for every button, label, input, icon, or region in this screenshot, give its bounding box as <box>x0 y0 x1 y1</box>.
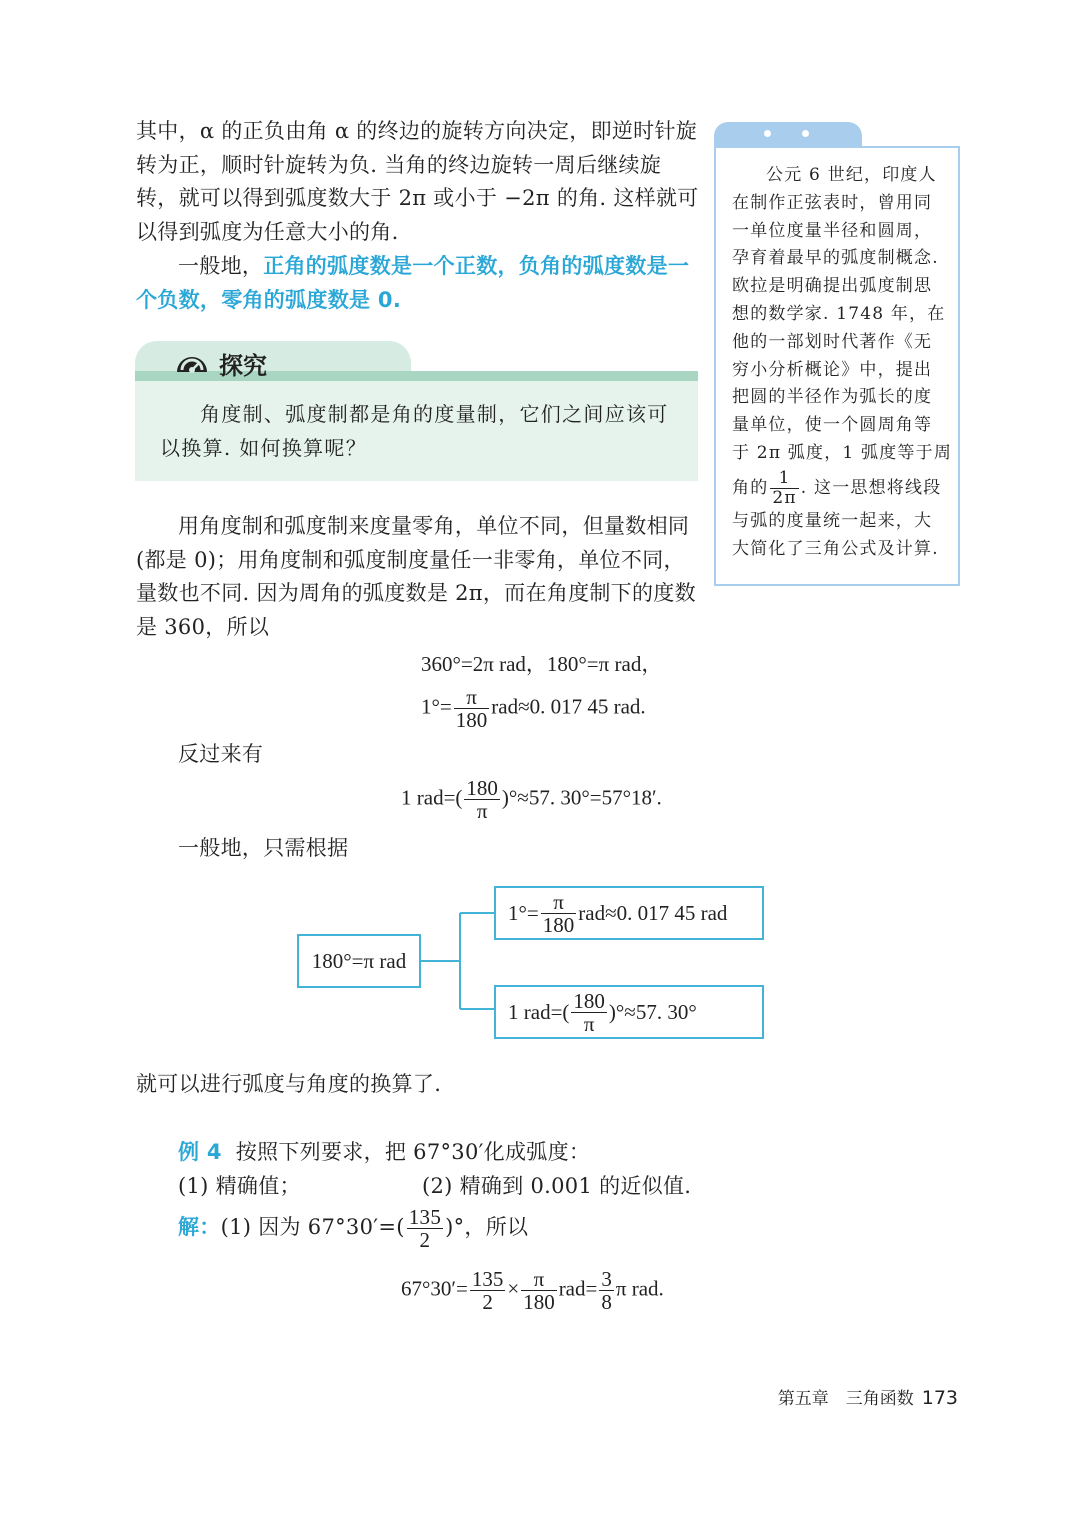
sidebar-line: 想的数学家. 1748 年，在 <box>732 303 946 324</box>
general-highlight: 个负数，零角的弧度数是 0. <box>136 287 402 312</box>
general-highlight: 正角的弧度数是一个正数，负角的弧度数是一 <box>263 254 690 278</box>
numerator: π <box>541 891 577 914</box>
fraction <box>571 990 607 1035</box>
text-line: 以得到弧度为任意大小的角. <box>136 219 399 244</box>
eq-part: 1°= <box>508 900 539 925</box>
eq-part: 1 rad=( <box>508 999 570 1024</box>
solution-line <box>178 1206 528 1251</box>
fraction <box>521 1268 557 1313</box>
fraction <box>454 686 490 731</box>
text-line: 以换算. 如何换算呢？ <box>160 435 368 460</box>
sidebar-line: 在制作正弦表时，曾用同 <box>732 192 933 213</box>
numerator: 3 <box>601 1267 612 1291</box>
denominator: 8 <box>601 1290 612 1314</box>
diagram-bottom-box <box>494 985 764 1039</box>
text-line: 转为正，顺时针旋转为负. 当角的终边旋转一周后继续旋 <box>136 152 662 177</box>
text-line: (都是 0)；用角度制和弧度制度量任一非零角，单位不同， <box>136 547 685 572</box>
eq-part: )°，所以 <box>445 1215 529 1239</box>
sidebar-line: 孕育着最早的弧度制概念. <box>732 248 939 269</box>
numerator: 180 <box>466 776 498 800</box>
eq-part: rad= <box>558 1276 598 1301</box>
equation-3 <box>401 777 662 822</box>
sidebar-fraction-line <box>732 468 946 508</box>
numerator: π <box>454 686 490 709</box>
sidebar-line: 一单位度量半径和圆周， <box>732 220 933 241</box>
example-part-2: (2) 精确到 0.001 的近似值. <box>422 1174 692 1198</box>
eq-part: 1°= <box>421 694 452 719</box>
explore-icon <box>174 348 210 376</box>
eq-part: π rad. <box>615 1276 664 1301</box>
equation-1: 360°=2π rad，180°=π rad， <box>421 652 663 676</box>
fraction <box>770 469 798 508</box>
fraction <box>599 1268 614 1313</box>
numerator: 135 <box>408 1205 442 1229</box>
sidebar-line: 于 2π 弧度，1 弧度等于周 <box>732 442 953 463</box>
sidebar-text-piece: 角的 <box>732 477 769 498</box>
numerator: 180 <box>573 988 605 1013</box>
denominator: 2 <box>482 1290 493 1314</box>
sidebar-line: 公元 6 世纪，印度人 <box>766 165 937 185</box>
eq-part: × <box>507 1276 520 1301</box>
explore-title: 探究 <box>219 352 267 380</box>
intro-paragraph <box>136 115 699 249</box>
diagram-connector <box>420 910 496 1010</box>
example-label: 例 4 <box>178 1140 222 1164</box>
sidebar-line: 大简化了三角公式及计算. <box>732 538 939 559</box>
diagram-root-box: 180°=π rad <box>297 934 421 988</box>
sidebar-line: 欧拉是明确提出弧度制思 <box>732 276 933 297</box>
sidebar-tab <box>714 122 862 146</box>
numerator: 135 <box>471 1267 504 1291</box>
explore-question <box>160 398 669 465</box>
equation-2 <box>421 686 646 731</box>
text-line: 用角度制和弧度制来度量零角，单位不同，但量数相同 <box>178 514 690 538</box>
example-statement <box>178 1136 590 1170</box>
denominator: 180 <box>455 708 488 732</box>
numerator: π <box>521 1268 557 1291</box>
text-line: 是 360，所以 <box>136 614 270 639</box>
eq-part: 67°30′= <box>401 1276 468 1301</box>
text-line: 其中，α 的正负由角 α 的终边的旋转方向决定，即逆时针旋 <box>136 119 698 143</box>
general-statement <box>136 250 689 317</box>
example-text: 按照下列要求，把 67°30′化成弧度： <box>235 1140 591 1164</box>
text-line: 转，就可以得到弧度数大于 2π 或小于 −2π 的角. 这样就可 <box>136 186 699 210</box>
reverse-text: 反过来有 <box>178 742 264 766</box>
only-need-text: 一般地，只需根据 <box>178 836 349 860</box>
body-paragraph <box>136 510 696 644</box>
text-line: 量数也不同. 因为周角的弧度数是 2π，而在角度制下的度数 <box>136 581 696 605</box>
tab-dot <box>802 130 809 137</box>
fraction <box>470 1268 506 1313</box>
eq-part: (1) 因为 67°30′=( <box>220 1215 405 1239</box>
solution-label: 解： <box>178 1215 221 1239</box>
eq-part: )°≈57. 30°=57°18′. <box>501 785 662 810</box>
sidebar-text <box>732 162 953 563</box>
sidebar-line: 穷小分析概论》中，提出 <box>732 359 933 380</box>
general-prefix: 一般地， <box>178 254 264 278</box>
fraction <box>407 1206 443 1251</box>
eq-part: 1 rad=( <box>401 785 463 810</box>
denominator: 180 <box>542 912 575 937</box>
eq-part: )°≈57. 30° <box>608 999 697 1024</box>
sidebar-line: 他的一部划时代著作《无 <box>732 331 933 352</box>
final-equation <box>401 1268 664 1313</box>
denominator: π <box>583 1011 595 1036</box>
eq-part: rad≈0. 017 45 rad. <box>491 694 646 719</box>
sidebar-line: 把圆的半径作为弧长的度 <box>732 387 933 408</box>
conclusion-text: 就可以进行弧度与角度的换算了. <box>136 1072 442 1096</box>
sidebar-text-piece: . 这一思想将线段 <box>800 477 942 498</box>
diagram-top-box <box>494 886 764 940</box>
page-footer <box>778 1384 958 1409</box>
tab-dot <box>764 130 771 137</box>
eq-part: rad≈0. 017 45 rad <box>578 900 728 925</box>
denominator: π <box>476 799 488 823</box>
fraction <box>464 777 500 822</box>
numerator: 1 <box>770 469 798 489</box>
fraction <box>541 891 577 936</box>
example-part-1: (1) 精确值； <box>178 1174 301 1198</box>
denominator: 2π <box>772 487 797 508</box>
chapter-title: 第五章 三角函数 <box>777 1389 914 1409</box>
denominator: 2 <box>419 1228 431 1252</box>
page-number: 173 <box>921 1387 958 1409</box>
denominator: 180 <box>523 1290 555 1314</box>
text-line: 角度制、弧度制都是角的度量制，它们之间应该可 <box>200 402 669 426</box>
sidebar-line: 量单位，使一个圆周角等 <box>732 415 933 436</box>
sidebar-line: 与弧的度量统一起来，大 <box>732 510 933 531</box>
